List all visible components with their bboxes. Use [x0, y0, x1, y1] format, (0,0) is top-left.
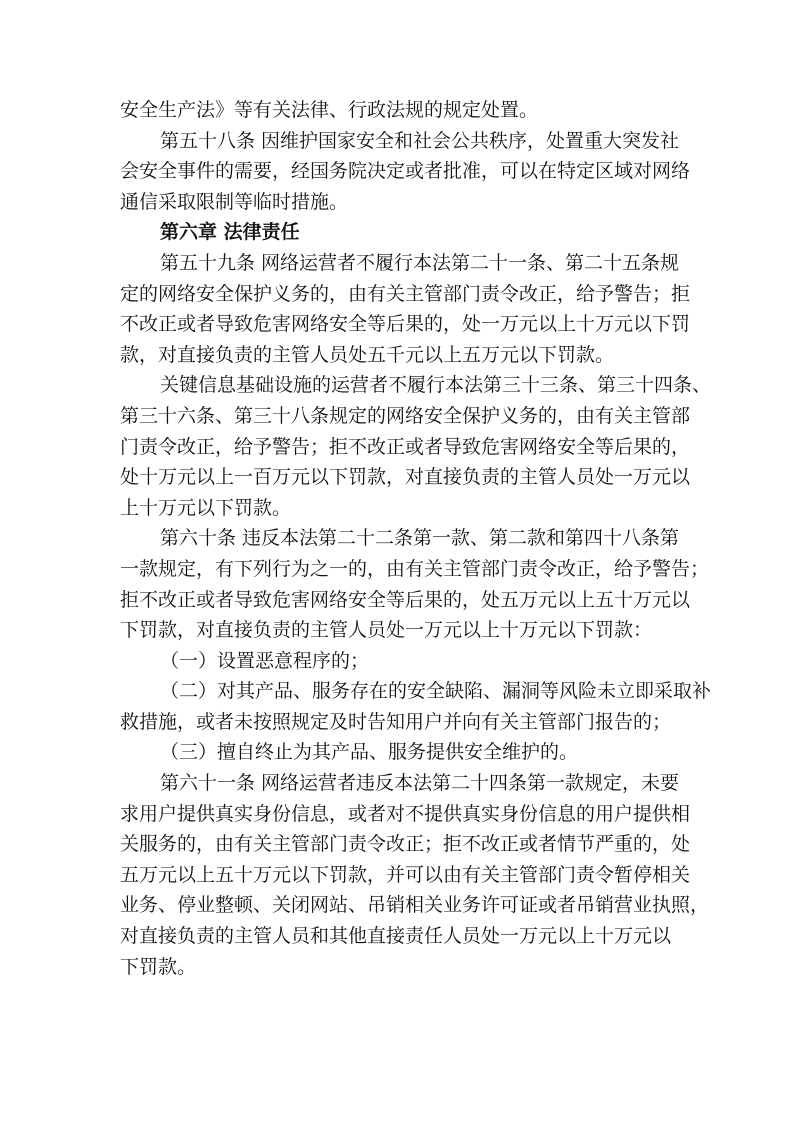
article-58-start: 第五十八条 因维护国家安全和社会公共秩序，处置重大突发社	[160, 129, 680, 152]
text-line: 会安全事件的需要，经国务院决定或者批准，可以在特定区域对网络	[120, 160, 691, 183]
text-line: 款，对直接负责的主管人员处五千元以上五万元以下罚款。	[120, 343, 615, 366]
text-line: 通信采取限制等临时措施。	[120, 190, 349, 213]
chapter-heading: 第六章 法律责任	[160, 221, 300, 244]
text-line: 救措施，或者未按照规定及时告知用户并向有关主管部门报告的；	[120, 710, 672, 733]
text-line: 一款规定，有下列行为之一的，由有关主管部门责令改正，给予警告；	[120, 557, 710, 580]
list-item: （一）设置恶意程序的；	[160, 649, 370, 672]
text-line: 对直接负责的主管人员和其他直接责任人员处一万元以上十万元以	[120, 925, 672, 948]
text-line: 五万元以上五十万元以下罚款，并可以由有关主管部门责令暂停相关	[120, 863, 691, 886]
article-59-start: 第五十九条 网络运营者不履行本法第二十一条、第二十五条规	[160, 251, 680, 274]
text-line: 下罚款，对直接负责的主管人员处一万元以上十万元以下罚款：	[120, 619, 653, 642]
document-page	[120, 95, 712, 982]
article-60-start: 第六十条 违反本法第二十二条第一款、第二款和第四十八条第	[160, 527, 680, 550]
text-line: 定的网络安全保护义务的，由有关主管部门责令改正，给予警告；拒	[120, 282, 691, 305]
text-line: 关服务的，由有关主管部门责令改正；拒不改正或者情节严重的，处	[120, 833, 691, 856]
text-line: 安全生产法》等有关法律、行政法规的规定处置。	[120, 99, 539, 121]
text-line: 下罚款。	[120, 955, 197, 978]
text-line: 门责令改正，给予警告；拒不改正或者导致危害网络安全等后果的，	[120, 435, 691, 458]
text-line: 拒不改正或者导致危害网络安全等后果的，处五万元以上五十万元以	[120, 588, 691, 611]
text-line: 求用户提供真实身份信息，或者对不提供真实身份信息的用户提供相	[120, 802, 691, 825]
list-item: （二）对其产品、服务存在的安全缺陷、漏洞等风险未立即采取补	[160, 680, 712, 703]
paragraph-start: 关键信息基础设施的运营者不履行本法第三十三条、第三十四条、	[160, 374, 712, 397]
text-line: 不改正或者导致危害网络安全等后果的，处一万元以上十万元以下罚	[120, 313, 691, 336]
article-61-start: 第六十一条 网络运营者违反本法第二十四条第一款规定，未要	[160, 772, 680, 795]
text-line: 业务、停业整顿、关闭网站、吊销相关业务许可证或者吊销营业执照，	[120, 894, 710, 917]
text-line: 上十万元以下罚款。	[120, 496, 292, 519]
list-item: （三）擅自终止为其产品、服务提供安全维护的。	[160, 741, 579, 764]
text-line: 第三十六条、第三十八条规定的网络安全保护义务的，由有关主管部	[120, 404, 691, 427]
text-line: 处十万元以上一百万元以下罚款，对直接负责的主管人员处一万元以	[120, 466, 691, 489]
